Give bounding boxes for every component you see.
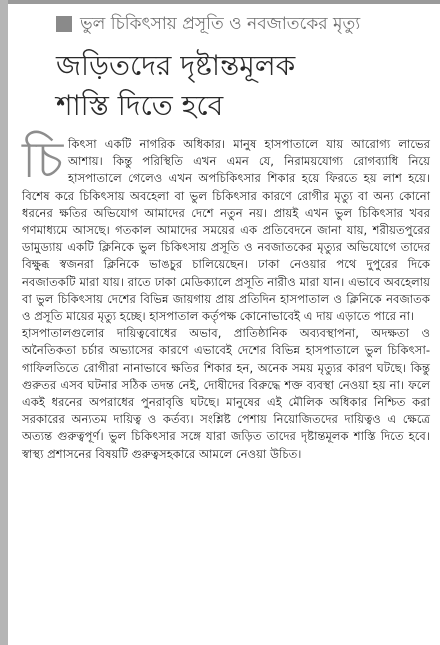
left-margin-bar	[0, 0, 8, 645]
kicker	[56, 12, 436, 36]
top-rule	[0, 0, 440, 4]
article-paragraph-1: কিৎসা একটি নাগরিক অধিকার। মানুষ হাসপাতালে যায় আরোগ্য লাভের আশায়। কিন্তু পরিস্থিতি এখন এমন যে, নিরাময়যোগ্য রোগব্যাধি নিয়ে হাসপাতালে গেলেও এখন অপচিকিৎসার শিকার হয়ে ফিরতে হয় লাশ হয়ে। বিশেষ করে চিকিৎসায় অবহেলা বা ভুল চিকিৎসার কারণে রোগীর মৃত্যু বা অন্য কোনো ধরনের ক্ষতির অভিযোগ আমাদের দেশে নতুন নয়। প্রায়ই এখন ভুল চিকিৎসার খবর গণমাধ্যমে আসছে। গতকাল আমাদের সময়ের এক প্রতিবেদনে জানা যায়, শরীয়তপুরের ডামুড্যায় একটি ক্লিনিকে ভুল চিকিৎসায় প্রসূতি ও নবজাতকের মৃত্যুর অভিযোগে তাদের বিক্ষুব্ধ স্বজনরা ক্লিনিকে ভাঙচুর চালিয়েছেন। ঢাকা নেওয়ার পথে দুপুরের দিকে নবজাতকটি মারা যায়। রাতে ঢাকা মেডিক্যালে প্রসূতি নারীও মারা যান। এভাবে অবহেলায় বা ভুল চিকিৎসায় দেশের বিভিন্ন জায়গায় প্রায় প্রতিদিন হাসপাতাল ও ক্লিনিকে নবজাতক ও প্রসূতি মায়ের মৃত্যু হচ্ছে। হাসপাতাল কর্তৃপক্ষ কোনোভাবেই এ দায় এড়াতে পারে না।	[22, 137, 430, 324]
headline-line-2: শাস্তি দিতে হবে	[56, 89, 224, 122]
square-bullet-icon	[56, 16, 72, 32]
drop-cap: চি	[22, 131, 64, 189]
article-body	[22, 131, 430, 463]
headline	[56, 46, 426, 126]
headline-line-1: জড়িতদের দৃষ্টান্তমূলক	[56, 49, 296, 82]
kicker-text: ভুল চিকিৎসায় প্রসূতি ও নবজাতকের মৃত্যু	[80, 14, 361, 34]
article-paragraph-2: হাসপাতালগুলোর দায়িত্ববোধের অভাব, প্রাতিষ্ঠানিক অব্যবস্থাপনা, অদক্ষতা ও অনৈতিকতা চর্চার অভ্যাসের কারণে এভাবেই দেশের বিভিন্ন হাসপাতালে ভুল চিকিৎসা-গাফিলতিতে রোগীরা নানাভাবে ক্ষতির শিকার হন, অনেক সময় মৃত্যুর কারণ ঘটছে। কিন্তু গুরুতর এসব ঘটনার সঠিক তদন্ত নেই, দোষীদের বিরুদ্ধে শক্ত ব্যবস্থা নেওয়া হয় না। ফলে একই ধরনের অপরাধের পুনরাবৃত্তি ঘটছে। মানুষের এই মৌলিক অধিকার নিশ্চিত করা সরকারের অন্যতম দায়িত্ব ও কর্তব্য। সংশ্লিষ্ট পেশায় নিয়োজিতদের দায়িত্বও এ ক্ষেত্রে অত্যন্ত গুরুত্বপূর্ণ। ভুল চিকিৎসার সঙ্গে যারা জড়িত তাদের দৃষ্টান্তমূলক শাস্তি দিতে হবে। স্বাস্থ্য প্রশাসনের বিষয়টি গুরুত্বসহকারে আমলে নেওয়া উচিত।	[22, 326, 430, 461]
